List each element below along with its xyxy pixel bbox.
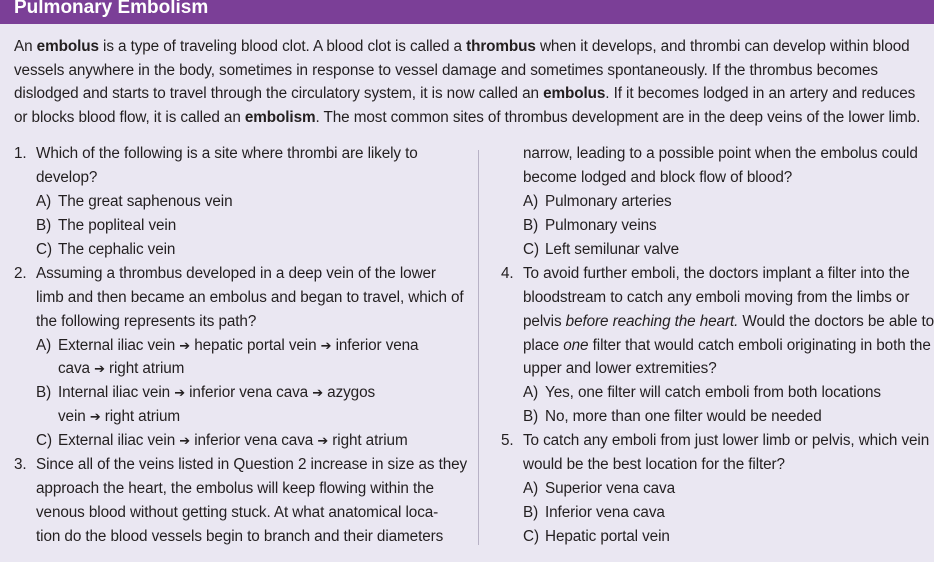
question-5-line [501, 429, 934, 453]
option-text: Hepatic portal vein [545, 528, 670, 545]
question-text: become lodged and block flow of blood? [523, 168, 793, 186]
answer-option [501, 214, 934, 238]
question-3-line [14, 477, 469, 501]
question-text: place [523, 336, 564, 354]
option-letter: B) [36, 384, 52, 402]
option-text: hepatic portal vein [190, 336, 321, 354]
question-3-line [14, 501, 469, 525]
option-text: right atrium [104, 360, 185, 378]
option-letter: A) [523, 192, 539, 210]
section-title: Pulmonary Embolism [14, 0, 209, 18]
question-text: Assuming a thrombus developed in a deep vein of the lower [36, 264, 436, 282]
question-text: bloodstream to catch any emboli moving from the limbs or [523, 288, 910, 306]
option-letter: A) [36, 336, 52, 354]
option-text: External iliac vein [58, 432, 180, 450]
question-3-line [14, 453, 469, 477]
answer-option [501, 405, 934, 429]
answer-option [501, 238, 934, 262]
option-letter: C) [36, 240, 52, 258]
option-letter: B) [523, 216, 539, 234]
answer-option [501, 381, 934, 405]
option-text: right atrium [328, 432, 408, 450]
question-text: limb and then became an embolus and began to travel, which of [36, 288, 464, 306]
intro-paragraph [14, 35, 929, 130]
question-number: 3. [14, 456, 27, 474]
answer-option [501, 525, 934, 549]
answer-option-continued [14, 357, 469, 381]
question-text: the following represents its path? [36, 312, 257, 330]
option-text: azygos [323, 384, 376, 402]
question-text: pelvis [523, 312, 566, 330]
question-3-line [501, 166, 934, 190]
question-number: 2. [14, 264, 27, 282]
question-text: To catch any emboli from just lower limb or pelvis, which vein [523, 432, 930, 450]
question-2-line [14, 310, 469, 334]
option-text: External iliac vein [58, 336, 180, 354]
arrow-icon: ➔ [312, 386, 324, 402]
question-text: Which of the following is a site where thrombi are likely to [36, 145, 418, 162]
answer-option [14, 381, 469, 405]
option-text: Pulmonary arteries [545, 192, 672, 210]
question-text: filter that would catch emboli originating in both the [588, 336, 931, 354]
option-text: Internal iliac vein [58, 384, 175, 402]
intro-text: when it develops, and thrombi can develop within blood vessels anywhere in the body, sometimes in response to vessel damage and sometimes spontaneously. If the thrombus becomes dislodged and starts to travel through the circulatory system, it is now called an [14, 38, 910, 103]
option-text: vein [58, 408, 90, 426]
question-3-line [501, 142, 934, 166]
term-embolus: embolus [36, 38, 99, 55]
questions-right-column [501, 142, 934, 549]
question-3-line [14, 525, 469, 549]
option-letter: B) [36, 216, 52, 234]
question-text: venous blood without getting stuck. At what anatomical loca- [36, 504, 439, 522]
answer-option [14, 238, 469, 262]
question-2-line [14, 262, 469, 286]
term-embolism: embolism [244, 109, 316, 127]
question-text: approach the heart, the embolus will keep flowing within the [36, 480, 434, 498]
question-4-line [501, 334, 934, 358]
option-text: inferior vena cava [190, 432, 318, 450]
option-text: Yes, one filter will catch emboli from both locations [545, 384, 881, 402]
option-text: The great saphenous vein [58, 192, 233, 210]
intro-text: . The most common sites of thrombus development are in the deep veins of the lower limb. [315, 109, 921, 127]
question-number: 4. [501, 264, 514, 282]
question-1-line [14, 166, 469, 190]
arrow-icon: ➔ [179, 338, 191, 354]
option-text: The cephalic vein [58, 240, 176, 258]
question-number: 5. [501, 432, 514, 450]
intro-text: is a type of traveling blood clot. A blood clot is called a [98, 38, 467, 55]
option-text: Left semilunar valve [545, 240, 680, 258]
question-2-line [14, 286, 469, 310]
answer-option-continued [14, 405, 469, 429]
option-letter: B) [523, 504, 539, 522]
term-embolus: embolus [543, 85, 606, 103]
option-letter: C) [523, 528, 539, 545]
question-text: Would the doctors be able to [738, 312, 934, 330]
option-letter: A) [523, 384, 539, 402]
question-text: narrow, leading to a possible point when the embolus could [523, 145, 918, 162]
option-text: No, more than one filter would be needed [545, 408, 822, 426]
question-4-line [501, 310, 934, 334]
answer-option [501, 501, 934, 525]
question-text: upper and lower extremities? [523, 360, 717, 378]
option-text: The popliteal vein [58, 216, 177, 234]
arrow-icon: ➔ [89, 410, 101, 426]
option-text: Superior vena cava [545, 480, 676, 498]
intro-text: An [14, 38, 37, 55]
question-5-line [501, 453, 934, 477]
option-letter: C) [36, 432, 52, 450]
arrow-icon: ➔ [320, 338, 332, 354]
question-4-line [501, 262, 934, 286]
answer-option [14, 429, 469, 453]
term-thrombus: thrombus [466, 38, 536, 55]
answer-option [501, 477, 934, 501]
arrow-icon: ➔ [174, 386, 185, 402]
arrow-icon: ➔ [179, 434, 191, 450]
emphasis-text: one [563, 336, 589, 354]
arrow-icon: ➔ [94, 362, 105, 378]
option-letter: A) [523, 480, 539, 498]
option-text: inferior vena [331, 336, 419, 354]
option-text: inferior vena cava [184, 384, 313, 402]
answer-option [14, 190, 469, 214]
question-4-line [501, 286, 934, 310]
section-header [0, 0, 934, 24]
answer-option [14, 334, 469, 358]
arrow-icon: ➔ [317, 434, 329, 450]
question-number: 1. [14, 145, 27, 162]
option-text: cava [58, 360, 95, 378]
emphasis-text: before reaching the heart. [565, 312, 739, 330]
intro-text: . If it becomes lodged in an artery and reduces or blocks blood flow, it is called an [14, 85, 916, 127]
question-text: would be the best location for the filter? [523, 456, 785, 474]
option-text: Inferior vena cava [545, 504, 665, 522]
question-text: develop? [36, 168, 98, 186]
option-letter: A) [36, 192, 52, 210]
column-divider [478, 150, 479, 545]
option-letter: C) [523, 240, 539, 258]
answer-option [14, 214, 469, 238]
option-text: Pulmonary veins [545, 216, 657, 234]
option-text: right atrium [100, 408, 181, 426]
answer-option [501, 190, 934, 214]
question-1-line [14, 142, 469, 166]
question-text: To avoid further emboli, the doctors implant a filter into the [523, 264, 910, 282]
questions-left-column [14, 142, 469, 549]
question-4-line [501, 357, 934, 381]
option-letter: B) [523, 408, 539, 426]
question-text: Since all of the veins listed in Question 2 increase in size as they [36, 456, 468, 474]
question-text: tion do the blood vessels begin to branch and their diameters [36, 528, 444, 545]
